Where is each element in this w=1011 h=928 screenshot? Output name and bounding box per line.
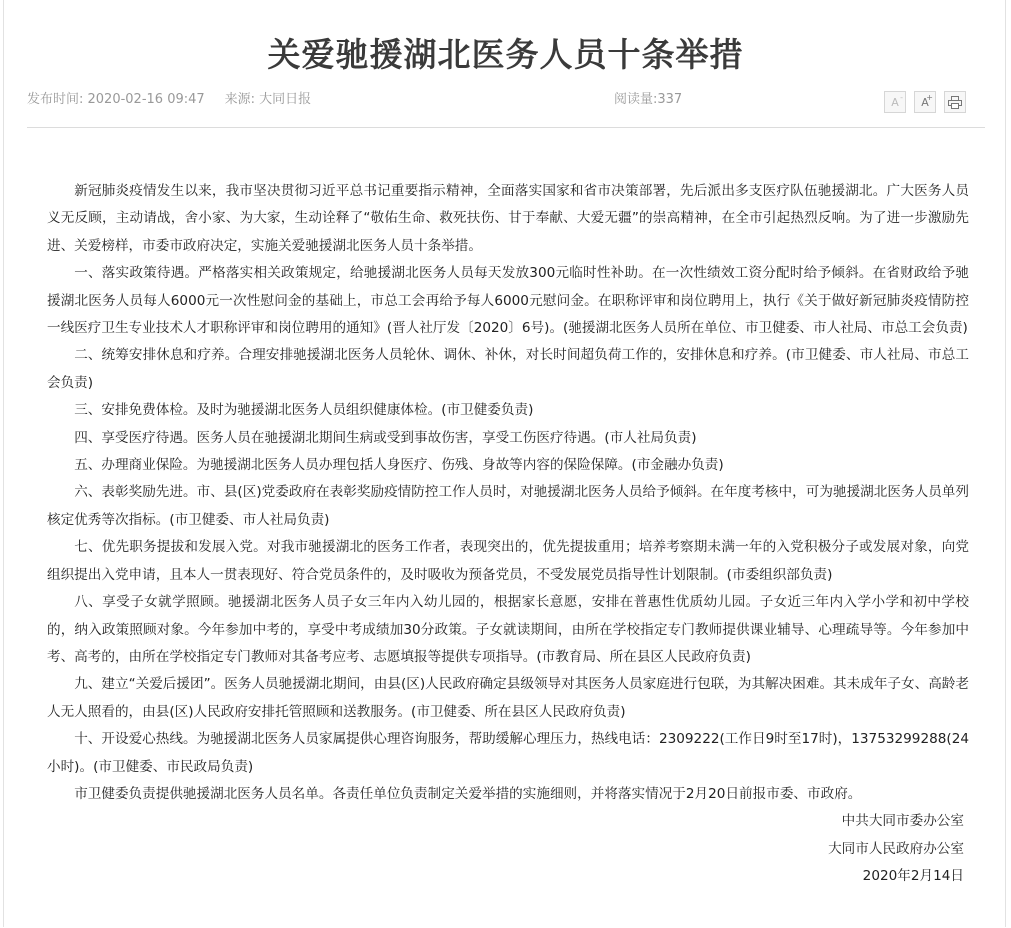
article-source: 来源: 大同日报 <box>224 92 312 107</box>
print-button[interactable] <box>944 91 966 113</box>
printer-icon <box>948 96 962 109</box>
article-toolbar <box>884 91 966 113</box>
paragraph-measure-9: 九、建立“关爱后援团”。医务人员驰援湖北期间，由县(区)人民政府确定县级领导对其医务人员家庭进行包联，为其解决困难。其未成年子女、高龄老人无人照看的，由县(区)人民政府安排托管照顾和送教服务。(市卫健委、所在县区人民政府负责) <box>47 676 969 720</box>
paragraph-measure-10: 十、开设爱心热线。为驰援湖北医务人员家属提供心理咨询服务，帮助缓解心理压力，热线电话：2309222(工作日9时至17时)，13753299288(24小时)。(市卫健委、市民政局负责) <box>47 731 969 775</box>
article-meta <box>27 91 311 109</box>
plus-icon: + <box>926 93 933 102</box>
font-a-icon: A <box>921 95 929 109</box>
page-title: 关爱驰援湖北医务人员十条举措 <box>267 35 744 74</box>
paragraph-measure-4: 四、享受医疗待遇。医务人员在驰援湖北期间生病或受到事故伤害，享受工伤医疗待遇。(市人社局负责) <box>74 429 697 446</box>
publish-time: 发布时间: 2020-02-16 09:47 <box>27 92 205 107</box>
font-a-icon: A <box>891 95 899 109</box>
article-body <box>47 178 969 891</box>
paragraph-closing: 市卫健委负责提供驰援湖北医务人员名单。各责任单位负责制定关爱举措的实施细则，并将落实情况于2月20日前报市委、市政府。 <box>74 785 862 802</box>
paragraph-measure-8: 八、享受子女就学照顾。驰援湖北医务人员子女三年内入幼儿园的，根据家长意愿，安排在普惠性优质幼儿园。子女近三年内入学小学和初中学校的，纳入政策照顾对象。今年参加中考的，享受中考成绩加30分政策。子女就读期间，由所在学校指定专门教师提供课业辅导、心理疏导等。今年参加中考、高考的，由所在学校指定专门教师对其备考应考、志愿填报等提供专项指导。(市教育局、所在县区人民政府负责) <box>47 594 969 665</box>
paragraph-intro: 新冠肺炎疫情发生以来，我市坚决贯彻习近平总书记重要指示精神，全面落实国家和省市决策部署，先后派出多支医疗队伍驰援湖北。广大医务人员义无反顾，主动请战，舍小家、为大家，生动诠释了“敬佑生命、救死扶伤、甘于奉献、大爱无疆”的崇高精神，在全市引起热烈反响。为了进一步激励先进、关爱榜样，市委市政府决定，实施关爱驰援湖北医务人员十条举措。 <box>47 183 969 254</box>
decrease-font-button[interactable] <box>884 91 906 113</box>
paragraph-measure-3: 三、安排免费体检。及时为驰援湖北医务人员组织健康体检。(市卫健委负责) <box>74 402 534 419</box>
minus-icon: - <box>900 93 903 102</box>
title-divider <box>27 127 985 128</box>
paragraph-measure-6: 六、表彰奖励先进。市、县(区)党委政府在表彰奖励疫情防控工作人员时，对驰援湖北医务人员给予倾斜。在年度考核中，可为驰援湖北医务人员单列核定优秀等次指标。(市卫健委、市人社局负责) <box>47 484 969 528</box>
read-count: 阅读量:337 <box>614 92 683 107</box>
paragraph-measure-1: 一、落实政策待遇。严格落实相关政策规定，给驰援湖北医务人员每天发放300元临时性补助。在一次性绩效工资分配时给予倾斜。在省财政给予驰援湖北医务人员每人6000元一次性慰问金的基础上，市总工会再给予每人6000元慰问金。在职称评审和岗位聘用上，执行《关于做好新冠肺炎疫情防控一线医疗卫生专业技术人才职称评审和岗位聘用的通知》(晋人社厅发〔2020〕6号)。(驰援湖北医务人员所在单位、市卫健委、市人社局、市总工会负责) <box>47 265 969 337</box>
signature-government-office: 大同市人民政府办公室 <box>828 840 964 857</box>
paragraph-measure-7: 七、优先职务提拔和发展入党。对我市驰援湖北的医务工作者，表现突出的，优先提拔重用；培养考察期未满一年的入党积极分子或发展对象，向党组织提出入党申请，且本人一贯表现好、符合党员条件的，及时吸收为预备党员，不受发展党员指导性计划限制。(市委组织部负责) <box>47 539 969 583</box>
paragraph-measure-2: 二、统筹安排休息和疗养。合理安排驰援湖北医务人员轮休、调休、补休，对长时间超负荷工作的，安排休息和疗养。(市卫健委、市人社局、市总工会负责) <box>47 347 969 391</box>
signature-party-office: 中共大同市委办公室 <box>841 813 964 830</box>
signature-date: 2020年2月14日 <box>862 868 964 885</box>
increase-font-button[interactable] <box>914 91 936 113</box>
paragraph-measure-5: 五、办理商业保险。为驰援湖北医务人员办理包括人身医疗、伤残、身故等内容的保险保障。(市金融办负责) <box>74 457 724 474</box>
